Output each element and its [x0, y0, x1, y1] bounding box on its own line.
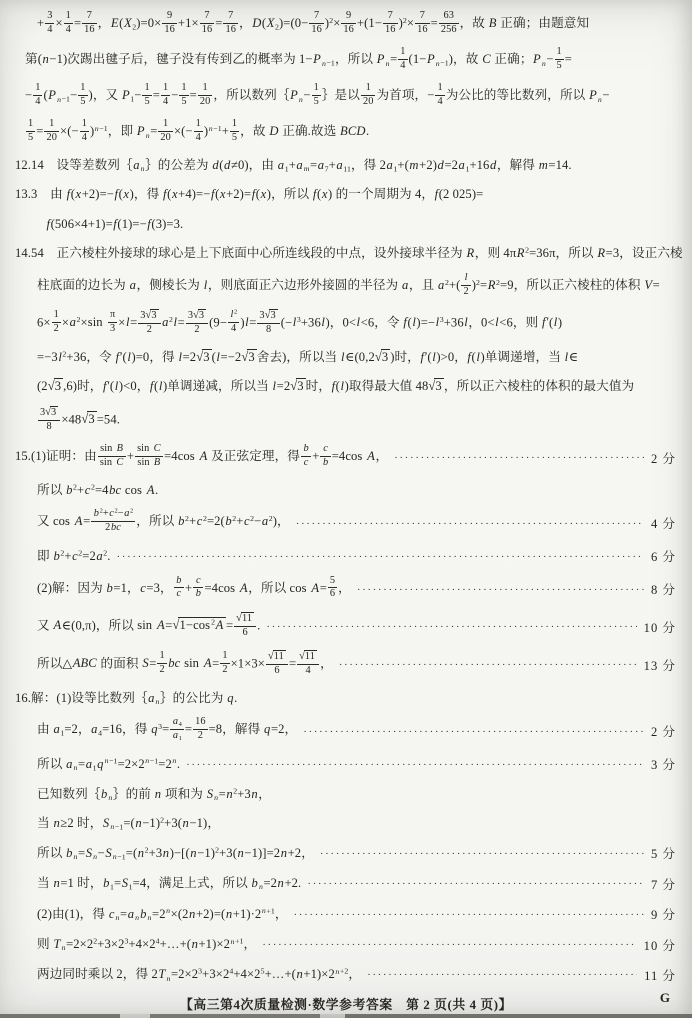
- line-15-part1-d: [37, 546, 676, 565]
- line-14-cont-1: [37, 271, 676, 299]
- dotted-leader: [394, 452, 644, 464]
- line-14-cont-3: [37, 348, 676, 366]
- line-16-part1-f: [37, 843, 676, 862]
- scan-bottom-edge-artifact: [0, 1014, 692, 1018]
- dotted-leader: [262, 939, 636, 951]
- answer-line-text: (2√3 ,6)时，f′(l)<0，f(l)单调递减，所以当 l=2√3 时，f(l)取得最大值 48√3 ，所以正六棱柱的体积的最大值为: [37, 378, 635, 394]
- score-mark: 10 分: [643, 620, 676, 635]
- answer-line-text: 14.54 正六棱柱外接球的球心是上下底面中心所连线段的中点，设外接球半径为 R，则 $4\pi R^2=36\pi$，所以 R=3，设正六棱: [15, 245, 683, 261]
- dotted-leader: [320, 848, 644, 860]
- line-15-part1-c: [37, 507, 676, 535]
- answer-line-text: $=-3l^2+36$，令 f′(l)=0，得 l=2√3 (l=−2√3 舍去)，所以当 l∈(0,2√3 )时，f′(l)>0，f(l)单调递增，当 l∈: [37, 349, 579, 365]
- score-mark: 8 分: [650, 583, 676, 598]
- answer-line-text: f(506×4+1)=f(1)=−f(3)=3.: [46, 216, 184, 231]
- answer-line-text: 16.解：(1)设等比数列$\{a_n\}$的公比为 q.: [15, 690, 238, 707]
- line-12: [15, 156, 676, 174]
- answer-line-text: 已知数列$\{b_n\}$的前 n 项和为 $S_n=n^2+3n$，: [37, 786, 271, 802]
- footer-corner-mark: G: [659, 990, 670, 1005]
- answer-line-text: + $\frac{3}{4}$ × $\frac{1}{4}$ = $\frac{7}{16}$ ，$E(X_2)=0\times$ $\frac{9}{16}$ +1× $\frac{7}{16}$ = $\frac{7}{16}$ ，$D(X_2)=(0-$ $\frac{7}{16}$ )$^2$× $\frac{9}{16}$ +(1− $\frac{7}{16}$ )$^2$× $\frac{7}{16}$ = $\frac{63}{256}$ ，故 B 正确；由题意知: [37, 10, 590, 35]
- line-16-part1-a: [15, 689, 676, 707]
- answer-line-text: 则 $T_n=2\times 2^2+3\times 2^3+4\times 2^4+\dots+(n+1)\times 2^{n+1}$，: [37, 936, 257, 953]
- line-11-cont-4: [25, 120, 676, 145]
- dotted-leader: [117, 551, 644, 563]
- line-14-cont-2: [37, 310, 676, 337]
- dotted-leader: [339, 659, 637, 671]
- answer-line-text: 即 $b^2+c^2=2a^2$.: [37, 548, 111, 563]
- line-16-part1-e: [37, 814, 676, 832]
- dotted-leader: [296, 518, 644, 530]
- line-16-part2-b: [37, 935, 676, 954]
- dotted-leader: [307, 878, 644, 890]
- score-mark: 10 分: [643, 938, 676, 953]
- dotted-leader: [186, 759, 644, 771]
- dotted-leader: [357, 584, 644, 596]
- score-mark: 3 分: [650, 758, 676, 773]
- line-14-cont-4: [37, 377, 676, 395]
- answer-line-text: 13.3 由 f(x+2)=−f(x)，得 f(x+4)=−f(x+2)=f(x)，所以 f(x) 的一个周期为 4，f(2 025)=: [15, 187, 484, 202]
- line-14: [15, 244, 683, 262]
- score-mark: 9 分: [650, 908, 676, 923]
- line-16-part2-c: [37, 965, 676, 984]
- line-11-cont-3: [25, 84, 676, 109]
- score-mark: 7 分: [650, 877, 676, 892]
- answer-line-text: 6× $\frac{1}{2}$ $\times a^2\times\sin$ $\frac{\pi}{3}$ ×l= $\frac{3√3}{2}$ $a^2l=$ $\frac{3√3}{2}$ (9− $\frac{l^2}{4}$ )l= $\frac{3√3}{8}$ $(-l^3+36l)$，0<l<6，令 $f(l)=-l^3+36l$，0<l<6，则 f′(l): [37, 308, 563, 335]
- line-11-cont-2: [25, 48, 676, 73]
- answer-line-text: 当 n≥2 时，$S_{n-1}=(n-1)^2+3(n-1)$，: [37, 815, 221, 832]
- score-mark: 13 分: [643, 658, 676, 673]
- answer-line-text: − $\frac{1}{4}$ ($P_{n-1}-$ $\frac{1}{5}$ )，又 $P_1-$ $\frac{1}{5}$ = $\frac{1}{4}$ − $\frac{1}{5}$ = $\frac{1}{20}$ ，所以数列$\{P_n-$ $\frac{1}{5}$ ｝是以 $\frac{1}{20}$ 为首项，− $\frac{1}{4}$ 为公比的等比数列，所以 $P_n-$: [25, 82, 610, 107]
- answer-line-text: 第(n−1)次踢出毽子后，毽子没有传到乙的概率为 $1-P_{n-1}$，所以 $P_n=$ $\frac{1}{4}$ $(1-P_{n-1})$，故 C 正确；$P_n-$ $\frac{1}{5}$ =: [25, 46, 572, 71]
- line-16-part1-g: [37, 874, 676, 893]
- answer-line-text: 又 cos A= $\frac{b^2+c^2-a^2}{2bc}$ ，所以 $b^2+c^2=2(b^2+c^2-a^2)$，: [37, 507, 290, 534]
- score-mark: 11 分: [644, 968, 676, 983]
- answer-line-text: 又 A∈(0,π)，所以 $\sin A=√1-\cos^2A$ = $\frac{√11}{6}$ .: [37, 612, 261, 638]
- dotted-leader: [303, 726, 644, 738]
- line-15-part2-b: [37, 613, 676, 640]
- line-16-part1-c: [37, 754, 676, 773]
- answer-line-text: 15.(1)证明：由 $\frac{\text{sin B}}{\text{sin C}}$ + $\frac{\text{sin C}}{\text{sin B}}$ =4cos A 及正弦定理，得 $\frac{b}{c}$ + $\frac{c}{b}$ =4cos A，: [15, 442, 389, 468]
- answer-line-text: 当 n=1 时，$b_1=S_1=4$，满足上式，所以 $b_n=2n+2$.: [37, 876, 302, 892]
- line-13: [15, 186, 676, 204]
- answer-line-text: (2)解：因为 b=1，c=3， $\frac{b}{c}$ + $\frac{c}{b}$ =4cos A，所以 cos A= $\frac{5}{6}$ ，: [37, 574, 351, 600]
- answer-line-text: 所以 $b^2+c^2=4bc$ cos A.: [37, 482, 159, 497]
- answer-line-text: (2)由(1)，得 $c_n=a_nb_n=2^n\times(2n+2)=(n+1)\cdot 2^{n+1}$，: [37, 906, 288, 922]
- line-14-cont-5: [37, 407, 676, 434]
- dotted-leader: [294, 909, 644, 921]
- answer-line-text: 所以△ABC 的面积 S= $\frac{1}{2}$ bc sin A= $\frac{1}{2}$ ×1×3× $\frac{√11}{6}$ = $\frac{√11}{4}$ ，: [37, 649, 333, 676]
- line-13-cont: [46, 215, 676, 233]
- line-15-part2-a: [37, 574, 676, 602]
- answer-line-text: 两边同时乘以 2，得 $2T_n=2\times 2^3+3\times 2^4+4\times 2^5+\dots+(n+1)\times 2^{n+2}$，: [37, 966, 362, 983]
- line-15-part2-c: [37, 651, 676, 678]
- line-16-part1-d: [37, 785, 676, 803]
- line-15-part1-b: [37, 481, 676, 499]
- score-mark: 2 分: [650, 725, 676, 740]
- line-15-part1: [15, 442, 676, 470]
- answer-line-text: 柱底面的边长为 a，侧棱长为 l，则底面正六边形外接圆的半径为 a，且 $a^2+$( $\frac{l}{2}$ )$^2=R^2=9$，所以正六棱柱的体积 V=: [37, 271, 660, 297]
- score-mark: 6 分: [650, 550, 676, 565]
- score-mark: 5 分: [650, 847, 676, 862]
- answer-line-text: 所以 $a_n=a_1q^{n-1}=2\times 2^{n-1}=2^n$.: [37, 756, 181, 772]
- answer-line-text: $\frac{1}{5}$ = $\frac{1}{20}$ ×(− $\frac{1}{4}$ )$^{n-1}$，即 $P_n=$ $\frac{1}{20}$ ×(− $\frac{1}{4}$ )$^{n-1}$+ $\frac{1}{5}$ ，故 D 正确.故选 BCD.: [28, 118, 370, 144]
- line-16-part1-b: [37, 718, 676, 743]
- dotted-leader: [367, 969, 637, 981]
- line-11-cont-1: [37, 12, 676, 37]
- answer-line-text: 由 $a_1=2$，$a_4=16$，得 $q^3=$ $\frac{a_4}{a_1}$ = $\frac{16}{2}$ =8，解得 q=2，: [37, 716, 298, 742]
- answer-line-text: $\frac{3√3}{8}$ ×48√3 =54.: [40, 406, 120, 432]
- dotted-leader: [266, 621, 636, 633]
- answer-line-text: 12.14 设等差数列$\{a_n\}$的公差为 d(d≠0)，由 $a_1+a_m=a_7+a_{11}$，得 $2a_1+(m+2)d=2a_1+16d$，解得 m=14.: [15, 158, 572, 174]
- score-mark: 4 分: [650, 517, 676, 532]
- score-mark: 2 分: [650, 451, 676, 466]
- answer-line-text: 所以 $b_n=S_n-S_{n-1}=(n^2+3n)-[(n-1)^2+3(n-1)]=2n+2$，: [37, 845, 314, 862]
- footer-caption: 【高三第4次质量检测·数学参考答案 第 2 页(共 4 页)】: [179, 997, 513, 1012]
- line-16-part2-a: [37, 904, 676, 923]
